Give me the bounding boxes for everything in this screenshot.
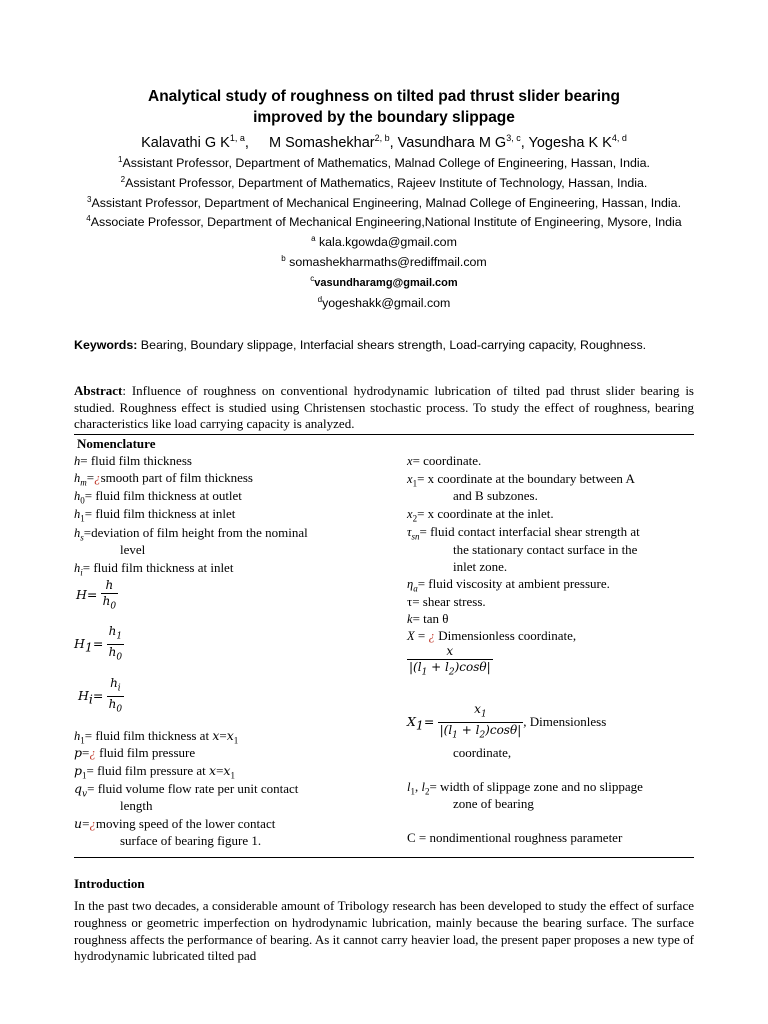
frac-x1-over-l: $\frac{x_1}{|(l_1 + l_2)\cos\theta|}$ <box>439 702 522 741</box>
author-sup: 3, c <box>506 133 521 143</box>
author-name: Yogesha K K <box>528 134 612 151</box>
eq-X-fraction <box>407 644 493 680</box>
eq-H: H= $\frac{h}{h_0}$ <box>76 578 118 614</box>
eq-H1: $H_1=$ $\frac{h_1}{h_0}$ <box>74 624 124 666</box>
nom-hs-cont: level <box>120 542 146 557</box>
affiliation-3: $^3$Assistant Professor, Department of Mechanical Engineering, Malnad College of Engineering, Hassan, India. <box>86 194 682 210</box>
author-sup: 4, d <box>611 133 627 143</box>
nom-k: k= tan θ <box>407 611 449 626</box>
nom-l12-cont: zone of bearing <box>453 796 534 811</box>
author-name: M Somashekhar <box>269 134 375 151</box>
nom-qv-cont: length <box>120 798 153 813</box>
frac-h1-over-h0: $\frac{h_1}{h_0}$ <box>108 624 123 663</box>
nomenclature-bottom-rule <box>74 857 694 858</box>
nom-h1x: $h_1=$ fluid film thickness at $x=x_1$ <box>74 728 239 746</box>
nom-X1-cont: coordinate, <box>453 745 512 760</box>
nom-tau-s: $\tau_{sn}=$ fluid contact interfacial shear strength at <box>407 524 640 542</box>
nom-x1: $x_1= x$ coordinate at the boundary between A <box>407 471 635 489</box>
introduction-text: In the past two decades, a considerable amount of Tribology research has been developed to study the effect of surface roughness or geometric imperfection on hydrodynamic lubrication, mainly because the bearing surface. The surface roughness affects the performance of bearing. As it cannot carry heavier load, the present paper proposes a new type of hydrodynamic lubricated tilted pad <box>74 898 694 964</box>
nom-u-cont: surface of bearing figure 1. <box>120 833 262 848</box>
nom-p1: $p_1=$ fluid film pressure at $x=x_1$ <box>74 763 235 781</box>
nom-h: h= fluid film thickness <box>74 453 192 468</box>
nom-C: C = nondimentional roughness parameter <box>407 830 623 845</box>
email-d: $^d$yogeshakk@gmail.com <box>317 294 451 310</box>
nom-tau: τ= shear stress. <box>407 594 486 609</box>
title-line-2: improved by the boundary slippage <box>253 109 515 126</box>
abstract-text: : Influence of roughness on conventional hydrodynamic lubrication of tilted pad thrust slider bearing is studied. Roughness effect is studied using Christensen stochastic process. To study the effect of roughness, bearing characteristics like load carrying capacity is analyzed. <box>74 383 694 431</box>
nom-p: p=¿ fluid film pressure <box>74 745 196 760</box>
nom-qv: $q_v=$ fluid volume flow rate per unit contact <box>74 781 299 800</box>
nom-l12: $l_1$, $l_2=$ width of slippage zone and no slippage <box>407 779 643 797</box>
nom-eta: $\eta_a=$ fluid viscosity at ambient pressure. <box>407 576 610 594</box>
nom-x2: $x_2= x$ coordinate at the inlet. <box>407 506 554 524</box>
nom-tau-s-cont2: inlet zone. <box>453 559 508 574</box>
frac-x-over-l: $\frac{x}{|(l_1 + l_2)\cos\theta|}$ <box>409 644 491 678</box>
email-a: $^a$ kala.kgowda@gmail.com <box>311 234 457 250</box>
nom-X1: $X_1=$ $\frac{x_1}{|(l_1 + l_2)\cos\theta|}$ , Dimensionless <box>407 702 606 744</box>
introduction-heading: Introduction <box>74 876 145 891</box>
keywords-label: Keywords: <box>74 338 138 352</box>
frac-h-over-h0: $\frac{h}{h_0}$ <box>102 578 117 612</box>
title-line-1: Analytical study of roughness on tilted pad thrust slider bearing <box>148 88 620 105</box>
nom-hm: $h_m=¿smooth$ part of film thickness <box>74 470 253 488</box>
nom-u: u=¿moving speed of the lower contact <box>74 816 276 831</box>
nom-X: X = ¿ Dimensionless coordinate, <box>407 628 577 643</box>
nom-tau-s-cont1: the stationary contact surface in the <box>453 542 638 557</box>
affiliation-2: $^2$Assistant Professor, Department of Mathematics, Rajeev Institute of Technology, Hassan, India. <box>120 174 648 190</box>
nom-h1: $h_1=$ fluid film thickness at inlet <box>74 506 236 524</box>
email-b: $^b$ somashekharmaths@rediffmail.com <box>281 254 487 270</box>
nom-x1-cont: and B subzones. <box>453 488 538 503</box>
author-sup: 1, a <box>229 133 245 143</box>
nomenclature-left <box>74 0 394 1024</box>
author-name: Kalavathi G K <box>141 134 230 151</box>
author-name: Vasundhara M G <box>397 134 507 151</box>
affiliation-1: $^1$Assistant Professor, Department of Mathematics, Malnad College of Engineering, Hassan, India. <box>117 155 650 171</box>
keywords-text: Bearing, Boundary slippage, Interfacial shears strength, Load-carrying capacity, Roughness. <box>137 338 647 352</box>
eq-Hi: $H_i=$ $\frac{h_i}{h_0}$ <box>78 676 124 718</box>
nom-hi: $h_i=$ fluid film thickness at inlet <box>74 560 234 578</box>
frac-hi-over-h0: $\frac{h_i}{h_0}$ <box>108 676 123 715</box>
author-sup: 2, b <box>374 133 390 143</box>
nomenclature-heading: Nomenclature <box>77 436 156 451</box>
nom-hs: $h_s=deviation$ of film height from the nominal <box>74 525 308 543</box>
nomenclature-right <box>407 0 707 1024</box>
email-c: $^c$vasundharamg@gmail.com <box>310 273 458 290</box>
nom-h0: $h_0=$ fluid film thickness at outlet <box>74 488 242 506</box>
affiliation-4: $^4$Associate Professor, Department of Mechanical Engineering,National Institute of Engineering, Mysore, India <box>86 214 682 230</box>
nom-x: x= coordinate. <box>407 453 482 468</box>
abstract-label: Abstract <box>74 383 123 398</box>
author-list: Kalavathi G K$^{1, a}$, M Somashekhar$^{2, b}$, Vasundhara M G$^{3, c}$, Yogesha K K$^{4, d}$ <box>141 133 627 151</box>
